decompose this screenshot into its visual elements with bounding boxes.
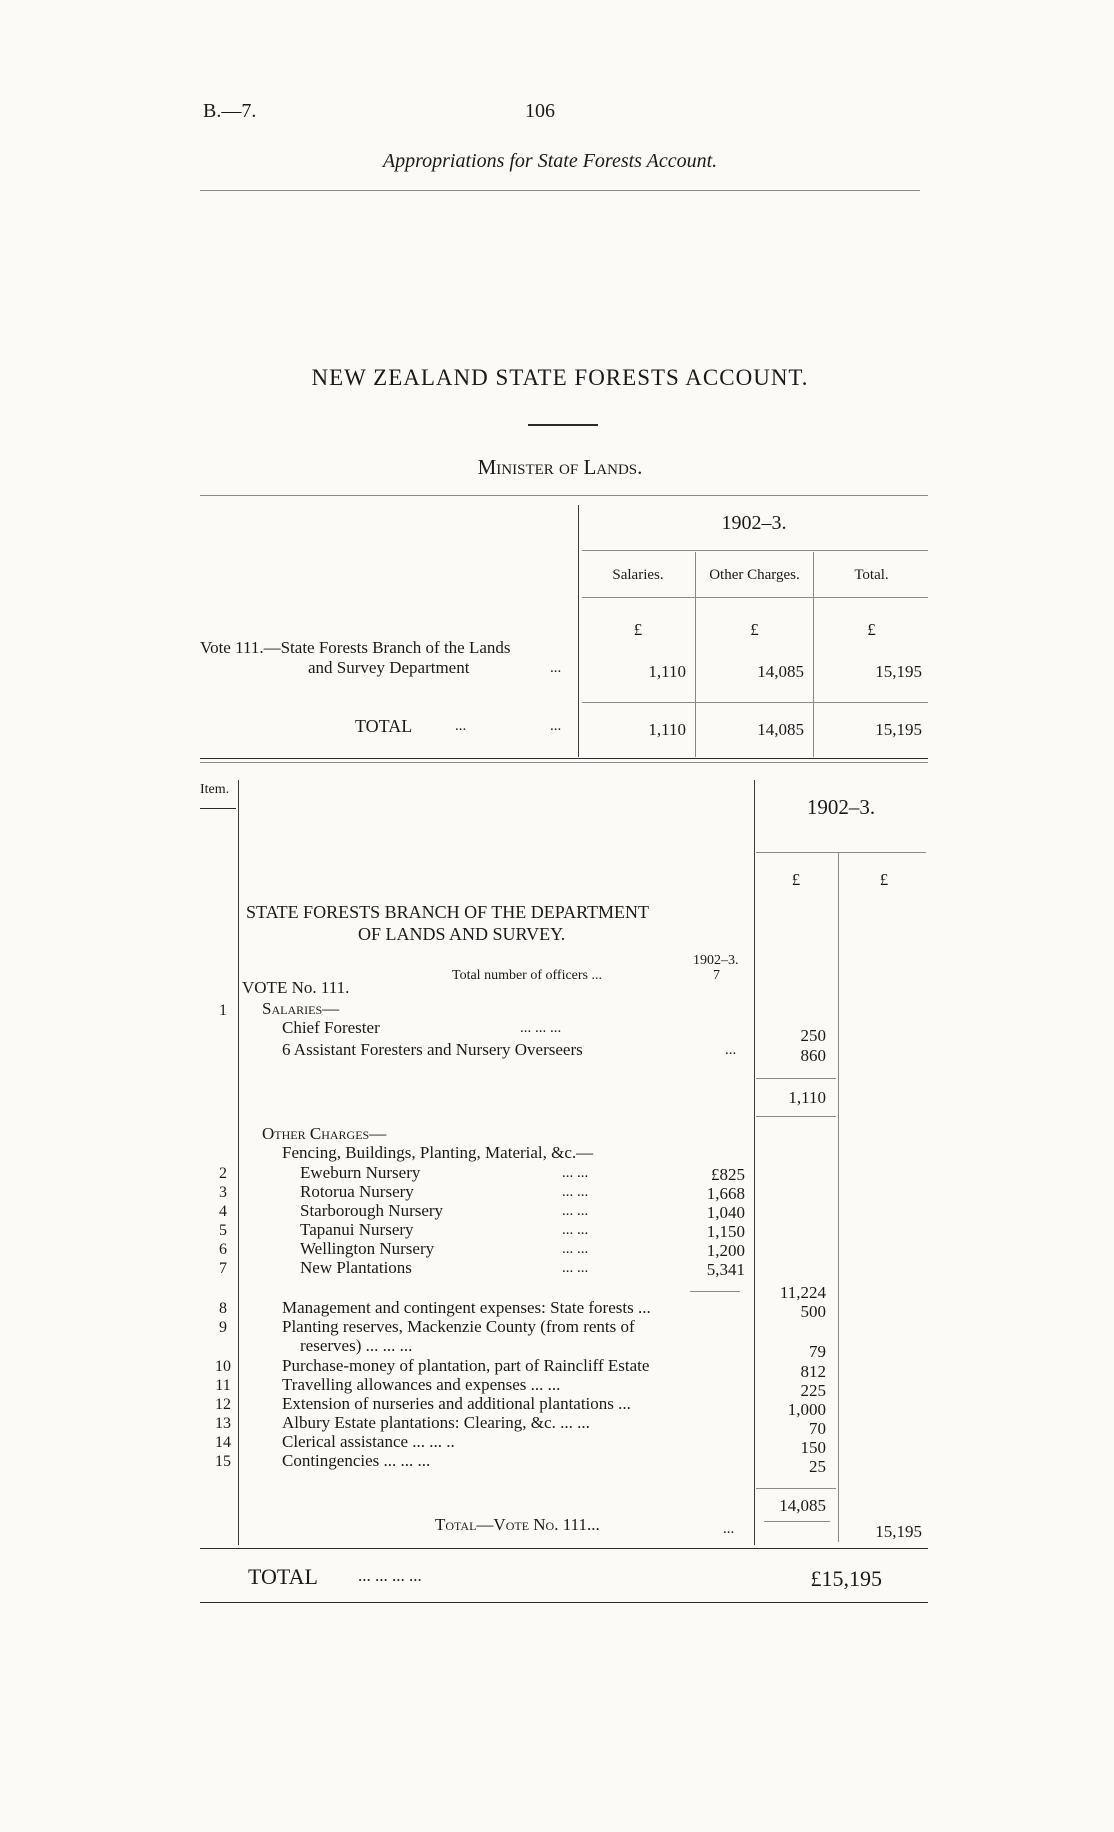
summary-year: 1902–3.	[721, 512, 787, 534]
charge-amount: 25	[809, 1457, 826, 1476]
item-number: 14	[215, 1434, 231, 1451]
item-number: 13	[215, 1415, 231, 1432]
item-number: 6	[219, 1241, 227, 1258]
nurseries-subtotal-rule	[690, 1291, 740, 1292]
summary-top-rule	[200, 495, 928, 496]
running-title: Appropriations for State Forests Account.	[382, 150, 718, 172]
currency-total: £	[867, 620, 876, 639]
salary-label: Chief Forester	[282, 1018, 380, 1037]
charge-label: Albury Estate plantations: Clearing, &c. ... ...	[282, 1413, 590, 1432]
charge-amount: 500	[800, 1302, 826, 1321]
salary-amount: 860	[800, 1046, 826, 1065]
item-number: 15	[215, 1453, 231, 1470]
summary-year-rule	[582, 550, 928, 551]
summary-total-dots-2: ...	[550, 718, 562, 734]
document-reference: B.—7.	[203, 100, 257, 122]
nursery-amount: 5,341	[706, 1260, 745, 1279]
item-column-divider	[238, 780, 239, 1545]
grand-total-amount: £15,195	[810, 1566, 882, 1591]
header-rule	[200, 190, 920, 191]
nursery-dots: ... ...	[562, 1222, 589, 1238]
vote-description-line2: and Survey Department	[308, 658, 470, 677]
item-number: 1	[219, 1002, 227, 1019]
nursery-label: Starborough Nursery	[300, 1201, 444, 1220]
salary-dots: ... ... ...	[520, 1020, 562, 1036]
item-number: 8	[219, 1300, 227, 1317]
vote-label: VOTE No. 111.	[242, 978, 350, 997]
summary-total-total: 15,195	[875, 720, 922, 739]
amount-column-divider	[754, 780, 755, 1545]
nursery-amount: 1,040	[706, 1203, 745, 1222]
page-title: NEW ZEALAND STATE FORESTS ACCOUNT.	[311, 365, 809, 390]
summary-salaries-value: 1,110	[648, 662, 686, 681]
nurseries-subtotal: 11,224	[779, 1283, 826, 1302]
summary-divider-1	[695, 552, 696, 757]
summary-bottom-rule	[200, 758, 928, 759]
title-rule	[528, 424, 598, 426]
vote-total-dots: ...	[723, 1521, 735, 1537]
detail-bottom-rule	[200, 1548, 928, 1549]
nursery-label: Tapanui Nursery	[300, 1220, 414, 1239]
currency-other: £	[750, 620, 759, 639]
detail-currency-1: £	[791, 870, 801, 889]
charge-label: Clerical assistance ... ... ..	[282, 1432, 455, 1451]
charge-label: Planting reserves, Mackenzie County (from rents of	[282, 1317, 635, 1336]
nursery-dots: ... ...	[562, 1184, 589, 1200]
grand-total-rule	[200, 1602, 928, 1603]
salary-dots: ...	[725, 1042, 737, 1058]
nursery-amount: £825	[711, 1165, 745, 1184]
nursery-amount: 1,150	[706, 1222, 745, 1241]
grand-total-label: TOTAL	[248, 1564, 318, 1589]
item-number: 3	[219, 1184, 227, 1201]
officers-year: 1902–3.	[693, 953, 739, 968]
item-header-rule	[200, 808, 236, 809]
charge-amount: 150	[800, 1438, 826, 1457]
summary-total-dots-1: ...	[455, 718, 467, 734]
branch-heading-line2: OF LANDS AND SURVEY.	[358, 924, 566, 944]
grand-total-dots: ... ... ... ...	[358, 1566, 422, 1585]
charge-label: Extension of nurseries and additional plantations ...	[282, 1394, 631, 1413]
vote-description-dots: ...	[550, 660, 562, 676]
summary-divider-2	[813, 552, 814, 757]
nursery-amount: 1,668	[706, 1184, 745, 1203]
nursery-amount: 1,200	[706, 1241, 745, 1260]
charge-label: Management and contingent expenses: State forests ...	[282, 1298, 651, 1317]
item-number: 10	[215, 1358, 231, 1375]
summary-total-value: 15,195	[875, 662, 922, 681]
charge-amount: 225	[800, 1381, 826, 1400]
nursery-dots: ... ...	[562, 1241, 589, 1257]
item-number: 7	[219, 1260, 227, 1277]
col-other-header: Other Charges.	[709, 567, 800, 583]
vote-total-amount: 15,195	[875, 1522, 922, 1541]
currency-salaries: £	[633, 620, 643, 639]
officers-label: Total number of officers ...	[452, 968, 602, 983]
total-column-divider	[838, 852, 839, 1542]
salaries-heading: Salaries—	[262, 999, 340, 1018]
minister-heading: Minister of Lands.	[477, 455, 643, 479]
summary-other-value: 14,085	[757, 662, 804, 681]
charge-amount: 812	[800, 1362, 826, 1381]
fencing-heading: Fencing, Buildings, Planting, Material, &c.—	[282, 1143, 594, 1162]
nursery-label: Wellington Nursery	[300, 1239, 435, 1258]
other-charges-heading: Other Charges—	[262, 1124, 387, 1143]
item-number: 5	[219, 1222, 227, 1239]
salary-label: 6 Assistant Foresters and Nursery Overseers	[282, 1040, 583, 1059]
item-column-header: Item.	[200, 782, 230, 797]
item-number: 12	[215, 1396, 231, 1413]
vote-total-label: Total—Vote No. 111...	[435, 1515, 600, 1534]
page-number: 106	[525, 100, 555, 122]
charge-amount: 79	[809, 1342, 826, 1361]
nursery-dots: ... ...	[562, 1203, 589, 1219]
item-number: 4	[219, 1203, 227, 1220]
nursery-label: New Plantations	[300, 1258, 412, 1277]
col-salaries-header: Salaries.	[612, 567, 664, 583]
summary-divider-label	[578, 505, 579, 757]
other-charges-subtotal: 14,085	[779, 1496, 826, 1515]
charge-label: Travelling allowances and expenses ... ...	[282, 1375, 561, 1394]
col-total-header: Total.	[854, 567, 889, 583]
detail-year-rule	[756, 852, 926, 853]
summary-bottom-rule-2	[200, 762, 928, 763]
other-subtotal-rule-2	[764, 1521, 830, 1522]
summary-total-salaries: 1,110	[648, 720, 686, 739]
officers-count: 7	[713, 968, 720, 983]
salaries-subtotal-rule-2	[756, 1116, 836, 1117]
summary-total-label: TOTAL	[355, 716, 413, 736]
nursery-dots: ... ...	[562, 1260, 589, 1276]
detail-year: 1902–3.	[806, 795, 876, 819]
nursery-label: Eweburn Nursery	[300, 1163, 421, 1182]
salaries-subtotal-rule	[756, 1078, 836, 1079]
summary-sum-rule	[582, 702, 928, 703]
detail-currency-2: £	[879, 870, 889, 889]
branch-heading-line1: STATE FORESTS BRANCH OF THE DEPARTMENT	[246, 902, 650, 922]
item-number: 11	[215, 1377, 231, 1394]
charge-amount: 1,000	[787, 1400, 826, 1419]
salaries-subtotal: 1,110	[788, 1088, 826, 1107]
vote-description-line1: Vote 111.—State Forests Branch of the Lands	[200, 638, 511, 657]
nursery-label: Rotorua Nursery	[300, 1182, 414, 1201]
item-number: 2	[219, 1165, 227, 1182]
nursery-dots: ... ...	[562, 1165, 589, 1181]
salary-amount: 250	[800, 1026, 826, 1045]
charge-label: reserves) ... ... ...	[300, 1336, 413, 1355]
charge-label: Contingencies ... ... ...	[282, 1451, 431, 1470]
charge-label: Purchase-money of plantation, part of Raincliff Estate	[282, 1356, 650, 1375]
summary-header-rule	[582, 597, 928, 598]
item-number: 9	[219, 1319, 227, 1336]
charge-amount: 70	[809, 1419, 826, 1438]
summary-total-other: 14,085	[757, 720, 804, 739]
other-subtotal-rule	[756, 1488, 836, 1489]
